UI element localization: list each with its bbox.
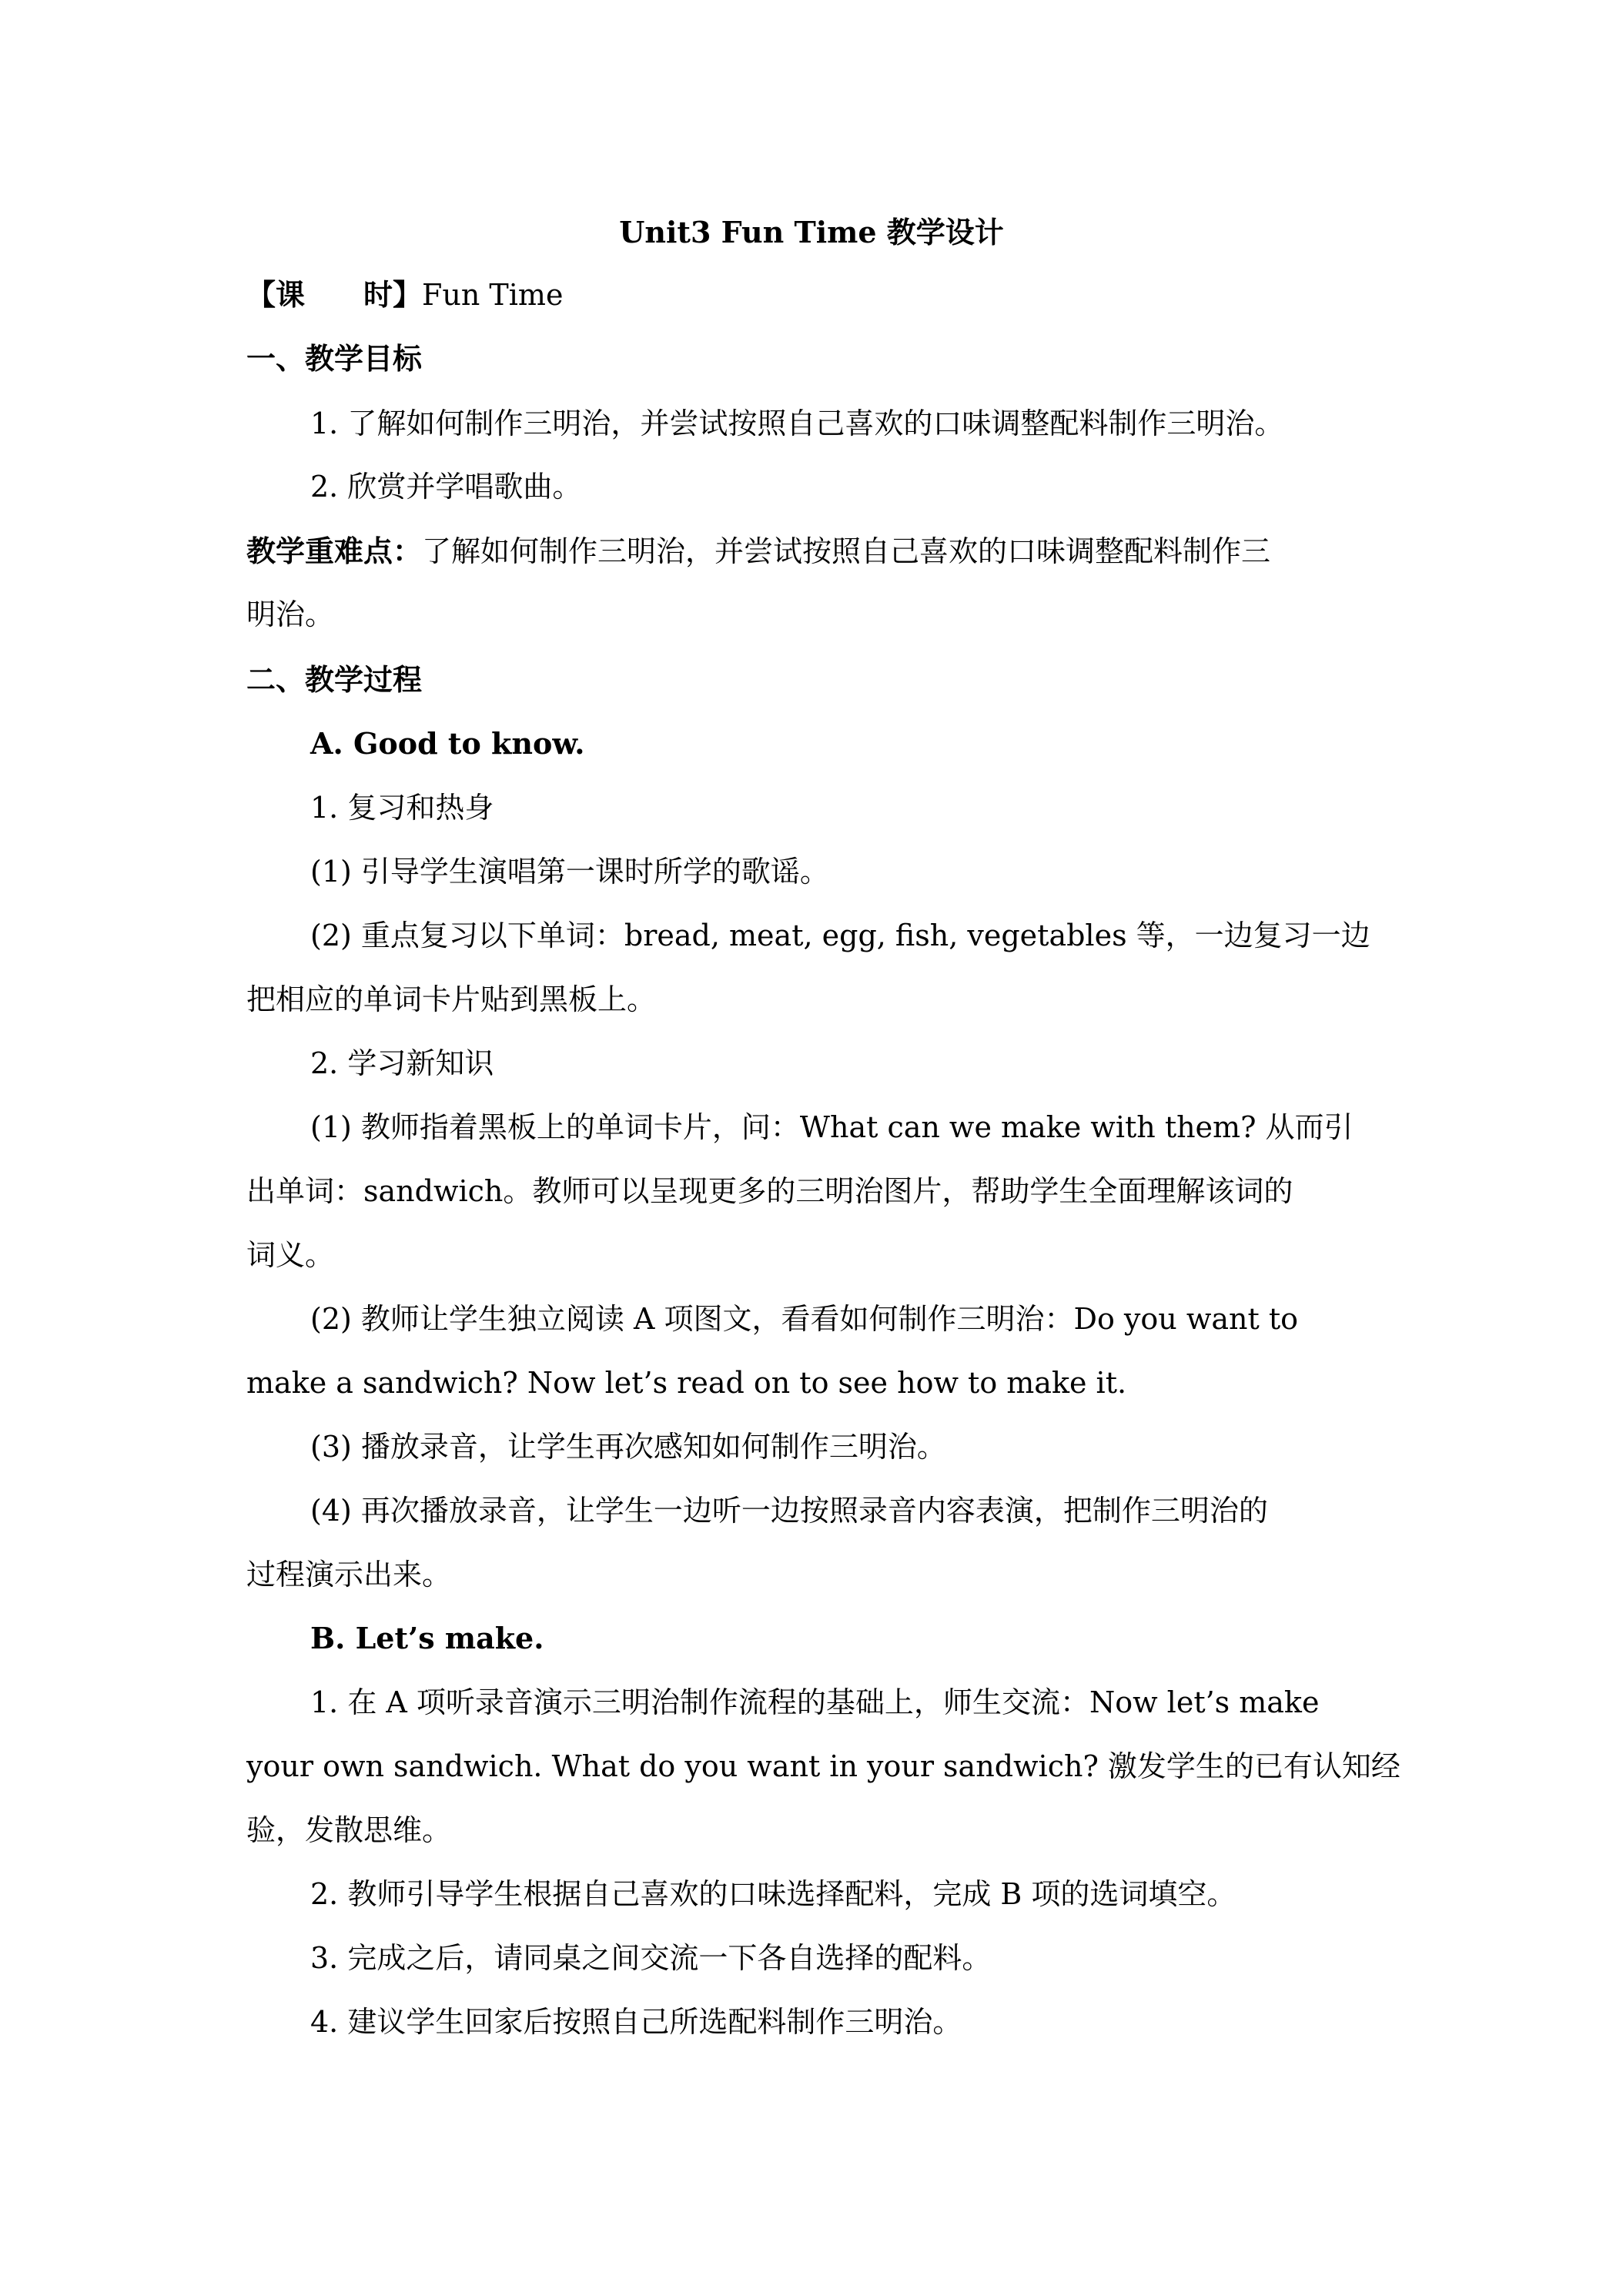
- part-b-heading: B. Let’s make.: [310, 1621, 544, 1655]
- document-title: Unit3 Fun Time 教学设计: [619, 215, 1004, 249]
- a-step-2: 2. 学习新知识: [310, 1046, 494, 1080]
- goal-2: 2. 欣赏并学唱歌曲。: [310, 470, 582, 504]
- period-label-close: 时】: [363, 277, 423, 312]
- a-step-2-1-line-1: (1) 教师指着黑板上的单词卡片，问：What can we make with them? 从而引: [310, 1110, 1354, 1144]
- b-step-1-line-2: your own sandwich. What do you want in your sandwich? 激发学生的已有认知经: [246, 1749, 1400, 1783]
- a-step-2-1-line-3: 词义。: [246, 1238, 335, 1272]
- a-step-1-2-line-2: 把相应的单词卡片贴到黑板上。: [246, 982, 657, 1016]
- focus-line-2: 明治。: [246, 597, 335, 631]
- b-step-3: 3. 完成之后，请同桌之间交流一下各自选择的配料。: [310, 1941, 992, 1975]
- period-value: Fun Time: [422, 278, 564, 312]
- a-step-2-1-line-2: 出单词：sandwich。教师可以呈现更多的三明治图片，帮助学生全面理解该词的: [246, 1174, 1293, 1208]
- a-step-2-2-line-1: (2) 教师让学生独立阅读 A 项图文，看看如何制作三明治：Do you want to: [310, 1302, 1298, 1336]
- goals-heading: 一、教学目标: [246, 341, 423, 376]
- a-step-1-2-line-1: (2) 重点复习以下单词：bread, meat, egg, fish, vegetables 等，一边复习一边: [310, 919, 1370, 952]
- a-step-2-2-line-2: make a sandwich? Now let’s read on to see how to make it.: [246, 1366, 1127, 1400]
- b-step-1-line-3: 验，发散思维。: [246, 1813, 452, 1847]
- focus-line-1: [246, 531, 1401, 571]
- focus-text: 了解如何制作三明治，并尝试按照自己喜欢的口味调整配料制作三: [422, 534, 1271, 568]
- focus-label: 教学重难点：: [246, 534, 423, 568]
- part-a-heading: A. Good to know.: [310, 726, 585, 761]
- period-line: [246, 275, 1401, 315]
- a-step-2-4-line-1: (4) 再次播放录音，让学生一边听一边按照录音内容表演，把制作三明治的: [310, 1494, 1268, 1528]
- a-step-2-3: (3) 播放录音，让学生再次感知如何制作三明治。: [310, 1430, 946, 1464]
- a-step-1-1: (1) 引导学生演唱第一课时所学的歌谣。: [310, 855, 829, 889]
- a-step-1: 1. 复习和热身: [310, 791, 494, 825]
- goal-1: 1. 了解如何制作三明治，并尝试按照自己喜欢的口味调整配料制作三明治。: [310, 407, 1284, 440]
- b-step-2: 2. 教师引导学生根据自己喜欢的口味选择配料，完成 B 项的选词填空。: [310, 1877, 1236, 1911]
- period-label-open: 【课: [246, 277, 306, 312]
- b-step-1-line-1: 1. 在 A 项听录音演示三明治制作流程的基础上，师生交流：Now let’s make: [310, 1685, 1320, 1719]
- process-heading: 二、教学过程: [246, 662, 423, 697]
- b-step-4: 4. 建议学生回家后按照自己所选配料制作三明治。: [310, 2005, 962, 2039]
- a-step-2-4-line-2: 过程演示出来。: [246, 1558, 452, 1591]
